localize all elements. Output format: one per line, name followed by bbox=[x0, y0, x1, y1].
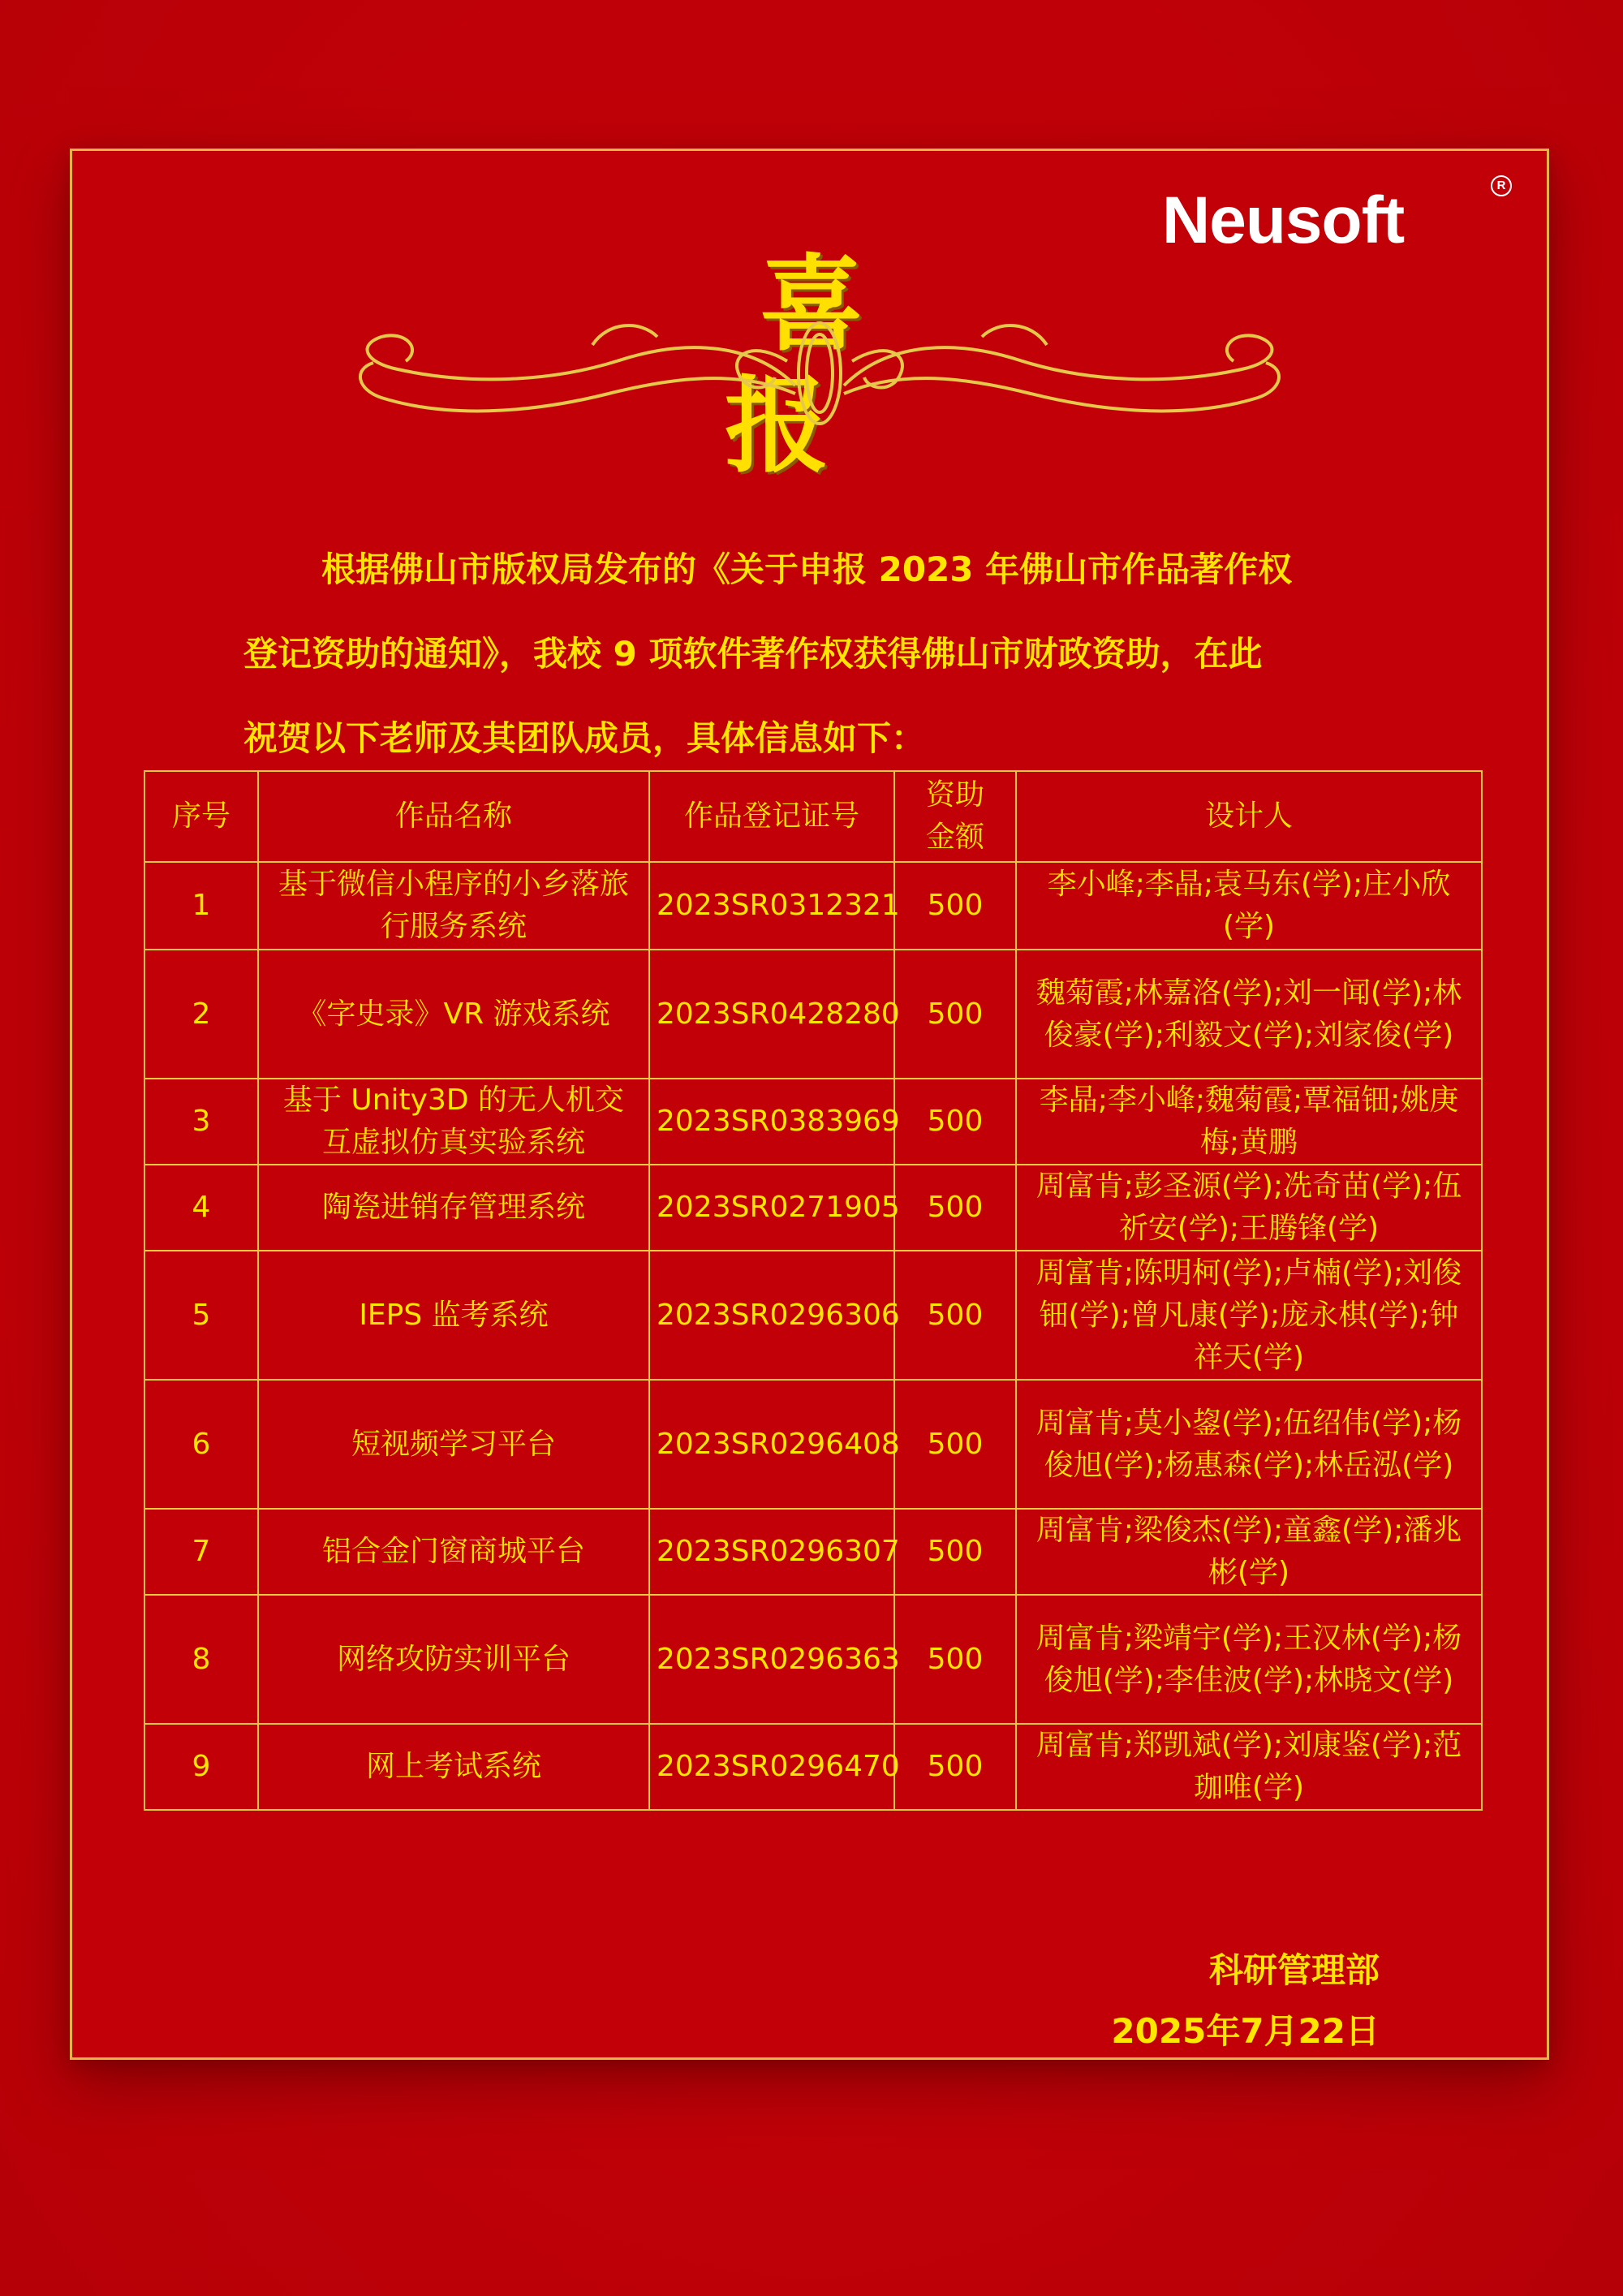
cell-designers: 周富肯;彭圣源(学);冼奇苗(学);伍祈安(学);王腾锋(学) bbox=[1016, 1165, 1482, 1251]
neusoft-logo: Neusoft bbox=[1162, 183, 1405, 257]
cell-name: 基于 Unity3D 的无人机交互虚拟仿真实验系统 bbox=[258, 1079, 649, 1165]
cell-designers: 周富肯;梁俊杰(学);童鑫(学);潘兆彬(学) bbox=[1016, 1509, 1482, 1595]
cell-designers: 李小峰;李晶;袁马东(学);庄小欣(学) bbox=[1016, 862, 1482, 950]
header-name: 作品名称 bbox=[258, 771, 649, 862]
cell-amount: 500 bbox=[894, 950, 1016, 1079]
cell-name: 网上考试系统 bbox=[258, 1724, 649, 1810]
scroll-ornament-icon bbox=[349, 312, 1290, 434]
cell-name: 网络攻防实训平台 bbox=[258, 1595, 649, 1724]
cell-index: 7 bbox=[144, 1509, 258, 1595]
cell-cert: 2023SR0296408 bbox=[649, 1380, 894, 1509]
cell-index: 9 bbox=[144, 1724, 258, 1810]
cell-amount: 500 bbox=[894, 1509, 1016, 1595]
table-row bbox=[144, 1509, 1482, 1595]
poster-title: 喜报 bbox=[724, 243, 933, 487]
intro-paragraph bbox=[243, 528, 1396, 781]
cell-name: 《字史录》VR 游戏系统 bbox=[258, 950, 649, 1079]
cell-cert: 2023SR0296363 bbox=[649, 1595, 894, 1724]
cell-amount: 500 bbox=[894, 1724, 1016, 1810]
cell-cert: 2023SR0296306 bbox=[649, 1251, 894, 1380]
header-amount: 资助金额 bbox=[894, 771, 1016, 862]
cell-cert: 2023SR0312321 bbox=[649, 862, 894, 950]
cell-cert: 2023SR0383969 bbox=[649, 1079, 894, 1165]
registered-mark-icon: R bbox=[1491, 175, 1512, 196]
table-row bbox=[144, 1251, 1482, 1380]
cell-name: 短视频学习平台 bbox=[258, 1380, 649, 1509]
cell-amount: 500 bbox=[894, 1079, 1016, 1165]
cell-index: 6 bbox=[144, 1380, 258, 1509]
cell-index: 2 bbox=[144, 950, 258, 1079]
copyright-works-table bbox=[144, 770, 1483, 1811]
cell-index: 4 bbox=[144, 1165, 258, 1251]
cell-amount: 500 bbox=[894, 1595, 1016, 1724]
cell-index: 5 bbox=[144, 1251, 258, 1380]
cell-amount: 500 bbox=[894, 1251, 1016, 1380]
cell-name: 基于微信小程序的小乡落旅行服务系统 bbox=[258, 862, 649, 950]
cell-designers: 周富肯;陈明柯(学);卢楠(学);刘俊钿(学);曾凡康(学);庞永棋(学);钟祥天(学) bbox=[1016, 1251, 1482, 1380]
table-row bbox=[144, 1165, 1482, 1251]
table-row bbox=[144, 862, 1482, 950]
header-cert: 作品登记证号 bbox=[649, 771, 894, 862]
cell-designers: 周富肯;梁靖宇(学);王汉林(学);杨俊旭(学);李佳波(学);林晓文(学) bbox=[1016, 1595, 1482, 1724]
cell-index: 8 bbox=[144, 1595, 258, 1724]
cell-name: IEPS 监考系统 bbox=[258, 1251, 649, 1380]
cell-designers: 李晶;李小峰;魏菊霞;覃福钿;姚庚梅;黄鹏 bbox=[1016, 1079, 1482, 1165]
table-row bbox=[144, 1079, 1482, 1165]
signature-department: 科研管理部 bbox=[1208, 1950, 1380, 1990]
table-header-row bbox=[144, 771, 1482, 862]
cell-amount: 500 bbox=[894, 862, 1016, 950]
header-index: 序号 bbox=[144, 771, 258, 862]
cell-name: 陶瓷进销存管理系统 bbox=[258, 1165, 649, 1251]
cell-designers: 周富肯;郑凯斌(学);刘康鉴(学);范珈唯(学) bbox=[1016, 1724, 1482, 1810]
cell-designers: 周富肯;莫小鋆(学);伍绍伟(学);杨俊旭(学);杨惠森(学);林岳泓(学) bbox=[1016, 1380, 1482, 1509]
table-row bbox=[144, 1724, 1482, 1810]
table-row bbox=[144, 1380, 1482, 1509]
table-row bbox=[144, 1595, 1482, 1724]
header-designers: 设计人 bbox=[1016, 771, 1482, 862]
cell-amount: 500 bbox=[894, 1380, 1016, 1509]
cell-cert: 2023SR0428280 bbox=[649, 950, 894, 1079]
cell-cert: 2023SR0296307 bbox=[649, 1509, 894, 1595]
cell-name: 铝合金门窗商城平台 bbox=[258, 1509, 649, 1595]
cell-index: 1 bbox=[144, 862, 258, 950]
cell-amount: 500 bbox=[894, 1165, 1016, 1251]
cell-cert: 2023SR0296470 bbox=[649, 1724, 894, 1810]
intro-line: 根据佛山市版权局发布的《关于申报 2023 年佛山市作品著作权 bbox=[321, 549, 1293, 589]
intro-line: 祝贺以下老师及其团队成员，具体信息如下： bbox=[243, 718, 926, 758]
cell-cert: 2023SR0271905 bbox=[649, 1165, 894, 1251]
cell-index: 3 bbox=[144, 1079, 258, 1165]
cell-designers: 魏菊霞;林嘉洛(学);刘一闻(学);林俊豪(学);利毅文(学);刘家俊(学) bbox=[1016, 950, 1482, 1079]
signature-date: 2025年7月22日 bbox=[1111, 2011, 1380, 2051]
table-row bbox=[144, 950, 1482, 1079]
intro-line: 登记资助的通知》，我校 9 项软件著作权获得佛山市财政资助，在此 bbox=[243, 634, 1263, 674]
